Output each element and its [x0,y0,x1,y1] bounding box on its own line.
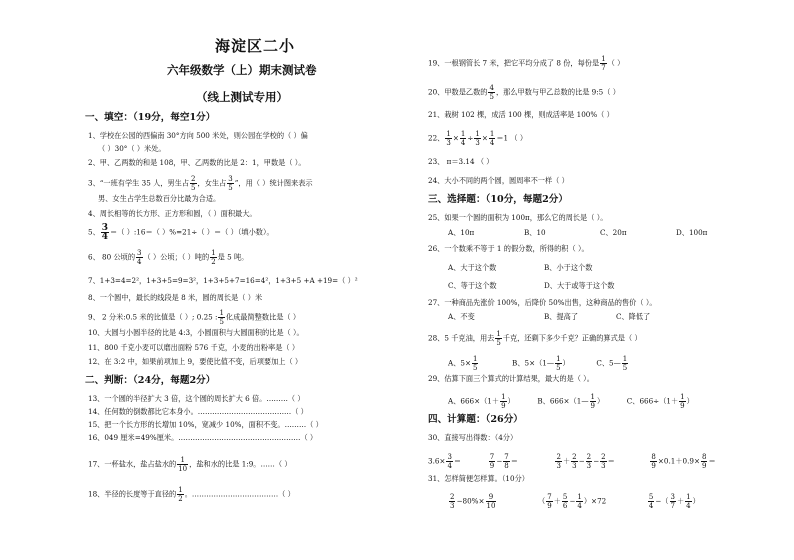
choice-25-d: D、100π [676,228,708,237]
judge-21: 21、栽树 102 棵，成活 100 棵，则成活率是 100%（ ） [428,110,614,119]
fraction: $\frac{7}{9}$ [489,453,495,470]
fraction: $\frac{1}{3}$ [475,130,480,147]
fraction: $\frac{1}{5}$ [472,355,478,372]
choice-27-a: A、不变 [448,312,475,321]
exam-title: 六年级数学（上）期末测试卷 [167,63,317,77]
choice-25: 25、如果一个圆的面积为 100π，那么它的周长是（ ）。 [428,213,608,222]
fraction: $\frac{3}{4}$ [101,223,109,242]
choice-27-c: C、降低了 [616,312,651,321]
question-2: 2、甲、乙两数的和是 108，甲、乙两数的比是 2：1，甲数是（ ）。 [88,158,306,167]
choice-25-c: C、20π [600,228,627,237]
choice-26-c: C、等于这个数 [448,281,497,290]
question-6: 6、 80 公顷的 $\frac{3}{4}$ （ ）公顷；（ ）吨的 $\frac{1}{2}$ 是 5 吨。 [88,249,249,266]
question-7: 7、1+3=4=2²，1+3+5=9=3²，1+3+5+7=16=4²，1+3+5 +A +19=（ ）² [88,276,358,285]
fraction: $\frac{8}{9}$ [701,453,707,470]
fraction: $\frac{9}{10}$ [486,493,496,510]
calc-31-items: $\frac{2}{3}$ −80%× $\frac{9}{10}$ （ $\frac{7}{9}$ ＋ $\frac{5}{6}$ − $\frac{1}{4}$ ）×72 $\frac{5}{4}$ −（ $\frac{3}{7}$ ＋ $\frac{1}{4}$ ） [450,493,700,510]
fraction: $\frac{1}{4}$ [489,130,495,147]
section-true-false: 二、判断：（24分，每题2分） [85,375,216,386]
choice-26-d: D、大于或等于这个数 [544,281,615,290]
fraction: $\frac{1}{2}$ [211,249,216,266]
fraction: $\frac{1}{3}$ [446,130,451,147]
fraction: $\frac{1}{2}$ [178,486,183,503]
fraction: $\frac{2}{3}$ [450,493,455,510]
fraction: $\frac{2}{3}$ [601,453,606,470]
fraction: $\frac{1}{9}$ [590,393,595,410]
fraction: $\frac{2}{3}$ [556,453,561,470]
calc-31: 31、怎样简便怎样算。（10分） [428,474,529,483]
choice-27: 27、一种商品先涨价 100%，后降价 50%出售，这种商品的售价（ ）。 [428,298,657,307]
exam-subtitle: （线上测试专用） [196,90,288,104]
choice-26-b: B、小于这个数 [544,263,593,272]
choice-27-b: B、提高了 [544,312,579,321]
fraction: $\frac{2}{3}$ [572,453,577,470]
judge-24: 24、大小不同的两个圆，圆周率不一样（ ） [428,176,569,185]
fraction: $\frac{1}{7}$ [601,55,606,72]
judge-13: 13、一个圆的半径扩大 3 倍，这个圆的周长扩大 6 倍。………（ ） [88,394,305,403]
calc-30: 30、直接写出得数：（4分） [428,433,518,442]
choice-28-options: A、5× $\frac{1}{5}$ B、5×（1— $\frac{1}{5}$ ） C、5— $\frac{1}{5}$ [448,355,628,372]
choice-25-b: B、10 [524,228,546,237]
question-8: 8、一个圆中，最长的线段是 8 米，圆的周长是（ ）米 [88,293,263,302]
fraction: $\frac{5}{4}$ [648,493,654,510]
fraction: $\frac{8}{9}$ [651,453,656,470]
fraction: $\frac{1}{5}$ [556,355,561,372]
question-5: 5、 $\frac{3}{4}$ ＝（ ）:16＝（ ）%=21÷（ ）＝（ ）（填小数）。 [88,223,274,242]
question-4: 4、周长相等的长方形、正方形和圆，（ ）面积最大。 [88,209,257,218]
fraction: $\frac{1}{5}$ [219,309,224,326]
choice-26-a: A、大于这个数 [448,263,497,272]
judge-19: 19、一根钢管长 7 米，把它平均分成了 8 份，每份是 $\frac{1}{7}$ （ ） [428,55,625,72]
judge-14: 14、任何数的倒数都比它本身小。…………………………………（ ） [88,407,308,416]
fraction: $\frac{2}{5}$ [191,175,196,192]
fraction: $\frac{7}{9}$ [547,493,552,510]
fraction: $\frac{3}{4}$ [447,453,452,470]
judge-18: 18、半径的长度等于直径的 $\frac{1}{2}$ 。………………………………（ ） [88,486,295,503]
school-title: 海淀区二小 [215,37,296,55]
question-12: 12、在 3:2 中，如果前项加上 9，要使比值不变，后项要加上（ ） [88,357,303,366]
question-1a: 1、学校在公园的西偏南 30°方向 500 米处，则公园在学校的（ ）偏 [88,131,308,140]
calc-30-items: 3.6× $\frac{3}{4}$ ＝ $\frac{7}{9}$ − $\frac{7}{8}$ ＝ $\frac{2}{3}$ ＋ $\frac{2}{3}$ − $\frac{2}{3}$ − $\frac{2}{3}$ ＝ $\frac{8}{9}$ ×0.1＋0.9× $\frac{8}{9}$ ＝ [428,453,716,470]
judge-23: 23、 π＝3.14 （ ） [428,157,494,166]
fraction: $\frac{5}{6}$ [562,493,568,510]
fraction: $\frac{3}{5}$ [228,175,233,192]
question-11: 11、800 千克小麦可以磨出面粉 576 千克，小麦的出粉率是（ ） [88,343,300,352]
question-3b: 男、女生占学生总数百分比最为合适。 [98,194,221,203]
choice-26: 26、一个数乘不等于 1 的假分数，所得的积（ ）。 [428,244,589,253]
fraction: $\frac{3}{4}$ [137,249,142,266]
fraction: $\frac{1}{9}$ [680,393,685,410]
fraction: $\frac{1}{4}$ [460,130,466,147]
judge-22: 22、 $\frac{1}{3}$ × $\frac{1}{4}$ ÷ $\frac{1}{3}$ × $\frac{1}{4}$ ＝1 （ ） [428,130,528,147]
fraction: $\frac{1}{10}$ [178,456,188,473]
judge-15: 15、把一个长方形的长增加 10%，宽减少 10%，面积不变。………（ ） [88,420,323,429]
choice-28: 28、5 千克油，用去 $\frac{1}{5}$ 千克，还剩下多少千克？正确的算式是（ ） [428,330,642,347]
judge-20: 20、甲数是乙数的 $\frac{4}{5}$ ，那么甲数与甲乙总数的比是 9:5（ ） [428,84,620,101]
choice-29: 29、估算下面三个算式的计算结果，最大的是（ ）。 [428,374,594,383]
fraction: $\frac{1}{9}$ [501,393,506,410]
fraction: $\frac{1}{5}$ [496,330,501,347]
judge-17: 17、一杯盐水，盐占盐水的 $\frac{1}{10}$ ，盐和水的比是 1:9。……（ ） [88,456,292,473]
fraction: $\frac{1}{5}$ [622,355,628,372]
choice-25-a: A、10π [448,228,475,237]
fraction: $\frac{3}{7}$ [670,493,675,510]
question-1b: （ ）30°（ ）米处。 [98,144,166,153]
choice-29-options: A、666×（1＋ $\frac{1}{9}$ ） B、666×（1— $\frac{1}{9}$ ） C、666÷（1＋ $\frac{1}{9}$ ） [448,393,694,410]
section-fill-blank: 一、填空：（19分，每空1分） [85,112,216,123]
question-3a: 3、“一班有学生 35 人，男生占 $\frac{2}{5}$ ，女生占 $\frac{3}{5}$ ”，用（ ）统计图来表示 [88,175,313,192]
question-9: 9、 2 分米:0.5 米的比值是（ ）; 0.25 : $\frac{1}{5}$ 化成最简整数比是（ ） [88,309,301,326]
fraction: $\frac{1}{4}$ [577,493,582,510]
section-calculation: 四、计算题：（26分） [428,414,523,425]
fraction: $\frac{4}{5}$ [489,84,494,101]
fraction: $\frac{1}{4}$ [686,493,691,510]
fraction: $\frac{7}{8}$ [504,453,509,470]
judge-16: 16、049 厘米=49%厘米。……………………………………………（ ） [88,433,318,442]
fraction: $\frac{2}{3}$ [586,453,592,470]
section-choice: 三、选择题：（10分，每题2分） [428,194,568,205]
question-10: 10、大圆与小圆半径的比是 4:3，小圆面积与大圆面积的比是（ ）。 [88,328,304,337]
